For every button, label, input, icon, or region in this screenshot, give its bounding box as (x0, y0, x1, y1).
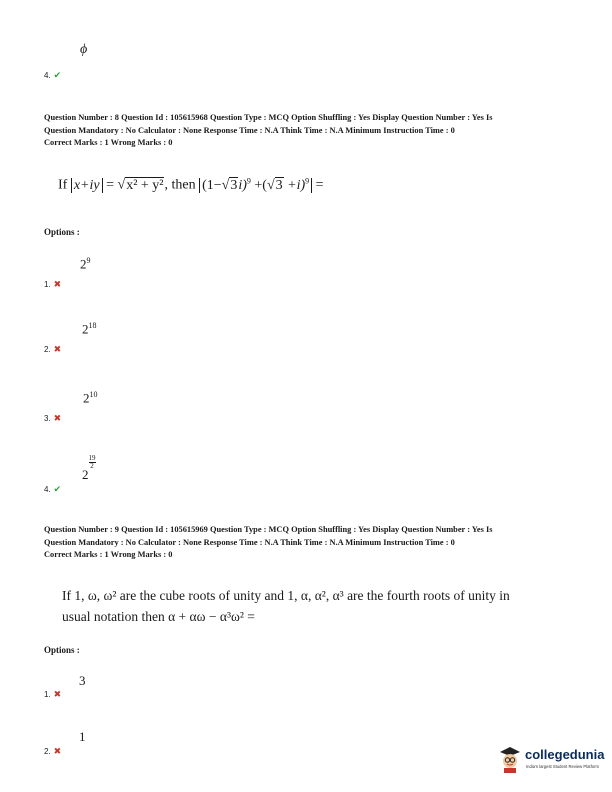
q8-options-label: Options : (44, 227, 80, 237)
sqrt-icon: √ (266, 177, 275, 193)
q8-sqrt3b: 3 (275, 177, 283, 193)
q8-option-3[interactable] (44, 413, 61, 424)
q8-question-text (58, 176, 324, 194)
check-icon: ✔ (53, 70, 62, 80)
option-base: 2 (82, 467, 89, 482)
check-icon: ✔ (53, 484, 62, 494)
q8-meta-line2: Question Mandatory : No Calculator : None Response Time : N.A Think Time : N.A Minimum Instruction Time : 0 (44, 125, 455, 135)
cross-icon: ✖ (53, 279, 62, 289)
logo-name: collegedunia (525, 747, 605, 762)
option-phi-symbol: ϕ (80, 42, 88, 57)
q8-meta (44, 112, 574, 150)
q8-i-a: i) (238, 177, 247, 193)
q8-eq: = (106, 177, 114, 193)
q8-radicand: x² + y² (126, 177, 164, 193)
q8-option-4[interactable] (44, 484, 61, 495)
q8-meta-line1: Question Number : 8 Question Id : 105615968 Question Type : MCQ Option Shuffling : Yes Display Question Number : Yes Is (44, 113, 493, 122)
option-exp: 9 (86, 256, 91, 265)
q8-option-2-value (82, 321, 97, 337)
q8-lhs: x+iy (73, 177, 100, 193)
q9-question-line1: If 1, ω, ω² are the cube roots of unity and 1, α, α², α³ are the fourth roots of unity in (62, 588, 510, 603)
q8-modulus-lhs (71, 178, 103, 193)
q8-option-1-value (80, 256, 91, 272)
q8-option-2[interactable] (44, 344, 61, 355)
q9-option-2-value: 1 (79, 729, 86, 744)
q9-option-2[interactable] (44, 746, 61, 757)
option-exp-fraction (89, 455, 96, 470)
q9-option-1[interactable] (44, 689, 61, 700)
option-exp: 18 (88, 321, 97, 330)
q8-pow-b: 9 (305, 176, 310, 185)
cross-icon: ✖ (53, 746, 62, 756)
q9-meta-line3: Correct Marks : 1 Wrong Marks : 0 (44, 550, 173, 560)
prev-option-4 (44, 70, 61, 81)
q8-option-4-value (82, 455, 96, 483)
q8-option-3-value (83, 390, 98, 406)
q8-modulus-rhs (199, 178, 312, 193)
option-number: 2. (44, 747, 51, 756)
q9-meta (44, 524, 574, 562)
option-number: 4. (44, 71, 51, 80)
q8-pow-a: 9 (246, 176, 251, 185)
cross-icon: ✖ (53, 413, 62, 423)
q9-option-1-value: 3 (79, 673, 86, 688)
option-number: 4. (44, 485, 51, 494)
cross-icon: ✖ (53, 689, 62, 699)
fraction-denominator: 2 (90, 462, 94, 470)
q9-meta-line2: Question Mandatory : No Calculator : None Response Time : N.A Think Time : N.A Minimum Instruction Time : 0 (44, 537, 455, 547)
q9-meta-line1: Question Number : 9 Question Id : 105615969 Question Type : MCQ Option Shuffling : Yes Display Question Number : Yes Is (44, 525, 493, 534)
sqrt-icon: √ (221, 177, 230, 193)
q8-end-eq: = (315, 177, 324, 193)
q9-options-label: Options : (44, 645, 80, 655)
q8-expr-a: (1− (202, 177, 222, 193)
option-number: 1. (44, 690, 51, 699)
option-exp: 10 (89, 390, 98, 399)
option-number: 3. (44, 414, 51, 423)
option-number: 1. (44, 280, 51, 289)
q8-plus: +( (254, 177, 267, 193)
q8-sqrt3a: 3 (230, 177, 238, 193)
student-mascot-icon (497, 744, 523, 774)
cross-icon: ✖ (53, 344, 62, 354)
q8-option-1[interactable] (44, 279, 61, 290)
option-base: 2 (83, 390, 90, 406)
fraction-numerator: 19 (88, 454, 96, 462)
collegedunia-logo (497, 744, 609, 776)
q8-then: , then (164, 177, 196, 193)
option-base: 2 (80, 256, 87, 272)
logo-tagline: India's largest Student Review Platform (526, 764, 599, 769)
q8-i-b: +i) (287, 177, 306, 193)
q9-question-text (62, 585, 510, 627)
sqrt-icon: √ (117, 177, 126, 193)
q9-question-line2: usual notation then α + αω − α³ω² = (62, 609, 255, 624)
q8-meta-line3: Correct Marks : 1 Wrong Marks : 0 (44, 138, 173, 148)
option-number: 2. (44, 345, 51, 354)
q8-if: If (58, 177, 68, 193)
option-base: 2 (82, 321, 89, 337)
